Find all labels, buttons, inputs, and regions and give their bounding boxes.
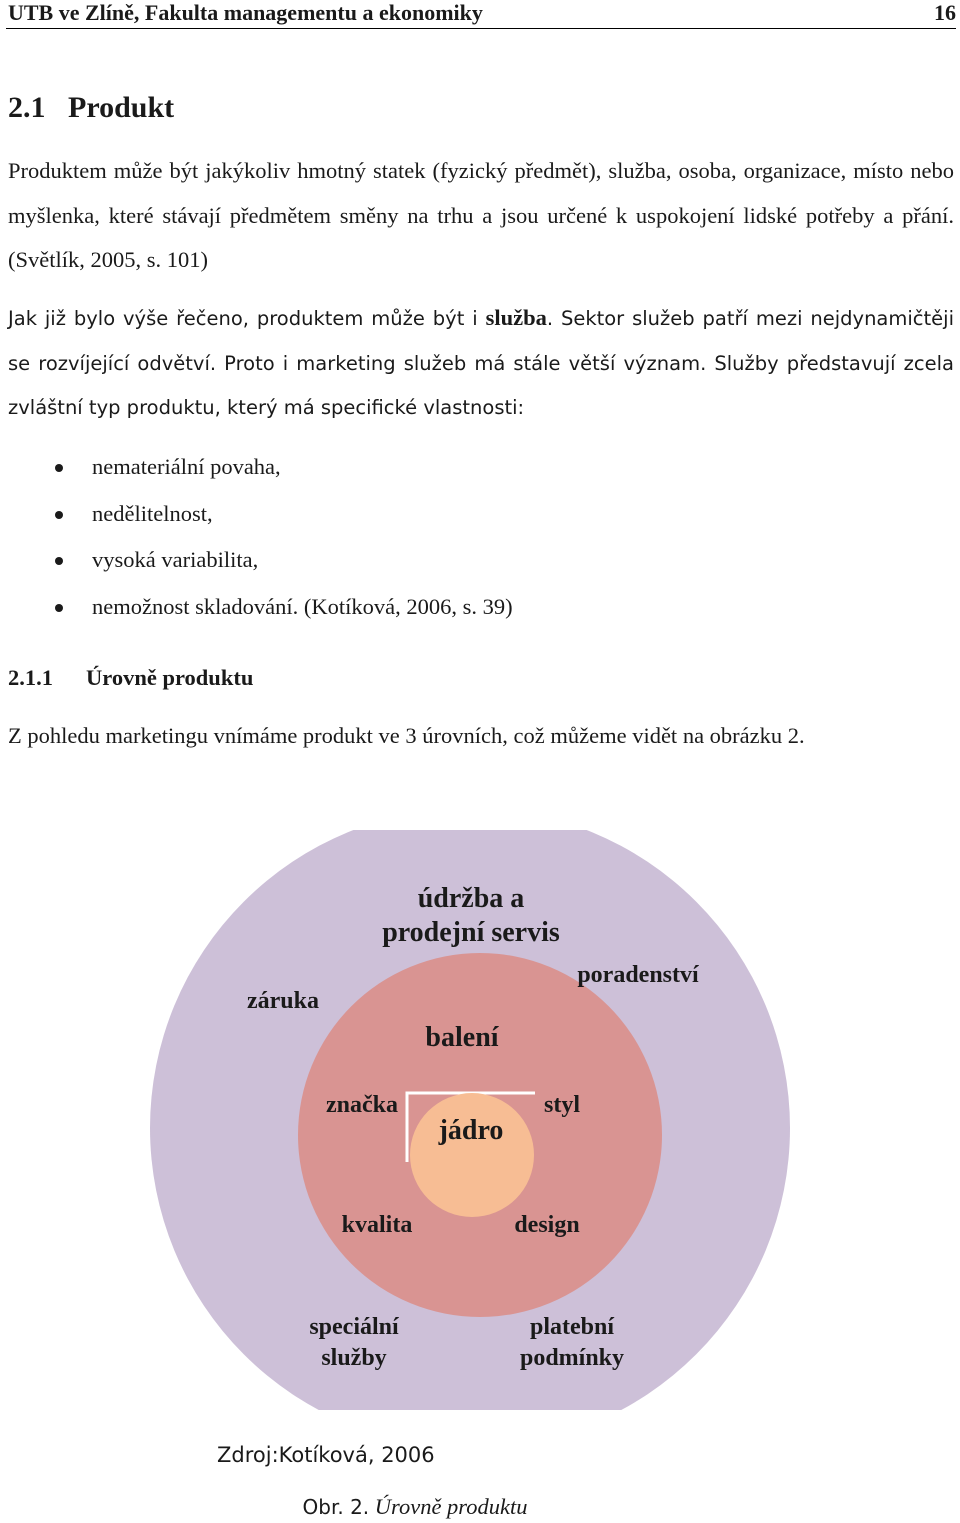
label-specialni-line1: speciální (309, 1314, 399, 1340)
list-item-text: nedělitelnost, (92, 500, 213, 526)
label-specialni-line2: služby (321, 1345, 387, 1371)
bullet-dot-icon (55, 511, 63, 519)
label-platebni-line1: platební (529, 1314, 615, 1340)
section-heading (8, 90, 174, 126)
subsection-heading (8, 662, 253, 694)
list-item (0, 491, 513, 538)
paragraph-services-start: Jak již bylo výše řečeno, produktem může být i (8, 307, 486, 330)
label-znacka: značka (326, 1092, 398, 1118)
list-item (0, 537, 513, 584)
subsection-number: 2.1.1 (8, 665, 53, 690)
figure-caption-label: Obr. 2. (302, 1495, 370, 1519)
figure-caption (0, 1492, 960, 1522)
product-levels-diagram (0, 830, 960, 1410)
section-title: Produkt (68, 91, 175, 124)
core-circle (410, 1093, 534, 1217)
paragraph-services (8, 296, 954, 431)
bullet-dot-icon (55, 557, 63, 565)
paragraph-services-end: . Sektor služeb patří mezi nejdynamičtěji se rozvíjející odvětví. Proto i marketing služeb má stále větší význam. Služby představují zcela zvláštní typ produktu, který má specifické vlastnosti: (8, 307, 954, 419)
bullet-dot-icon (55, 464, 63, 472)
label-zaruka: záruka (247, 988, 319, 1014)
page-header (6, 0, 956, 29)
section-number: 2.1 (8, 91, 46, 124)
list-item-text: vysoká variabilita, (92, 547, 259, 572)
properties-list (0, 444, 513, 630)
label-styl: styl (544, 1092, 580, 1118)
bullet-dot-icon (55, 604, 63, 612)
label-jadro: jádro (438, 1115, 504, 1146)
label-design: design (514, 1212, 580, 1238)
paragraph-levels: Z pohledu marketingu vnímáme produkt ve 3 úrovních, což můžeme vidět na obrázku 2. (8, 723, 805, 748)
label-udrzba-line1: údržba a (417, 883, 525, 914)
list-item-text: nemateriální povaha, (92, 454, 281, 479)
list-item (0, 584, 513, 631)
label-platebni-line2: podmínky (519, 1345, 625, 1371)
list-item (0, 444, 513, 491)
header-school: UTB ve Zlíně, Fakulta managementu a ekonomiky (8, 0, 483, 25)
figure-caption-title: Úrovně produktu (374, 1494, 528, 1519)
figure-source: Zdroj:Kotíková, 2006 (217, 1443, 435, 1467)
label-udrzba-line2: prodejní servis (382, 917, 560, 948)
subsection-title: Úrovně produktu (86, 665, 254, 690)
label-poradenstvi: poradenství (577, 962, 699, 988)
list-item-text: nemožnost skladování. (Kotíková, 2006, s. 39) (92, 593, 513, 619)
label-baleni: balení (425, 1022, 499, 1053)
paragraph-definition: Produktem může být jakýkoliv hmotný statek (fyzický předmět), služba, osoba, organizace, místo nebo myšlenka, které stávají předmětem směny na trhu a jsou určené k uspokojení lidské potřeby a přání. (Světlík, 2005, s. 101) (8, 158, 954, 272)
paragraph-services-bold: služba (485, 305, 547, 330)
page-number: 16 (934, 0, 956, 25)
label-kvalita: kvalita (341, 1212, 413, 1238)
